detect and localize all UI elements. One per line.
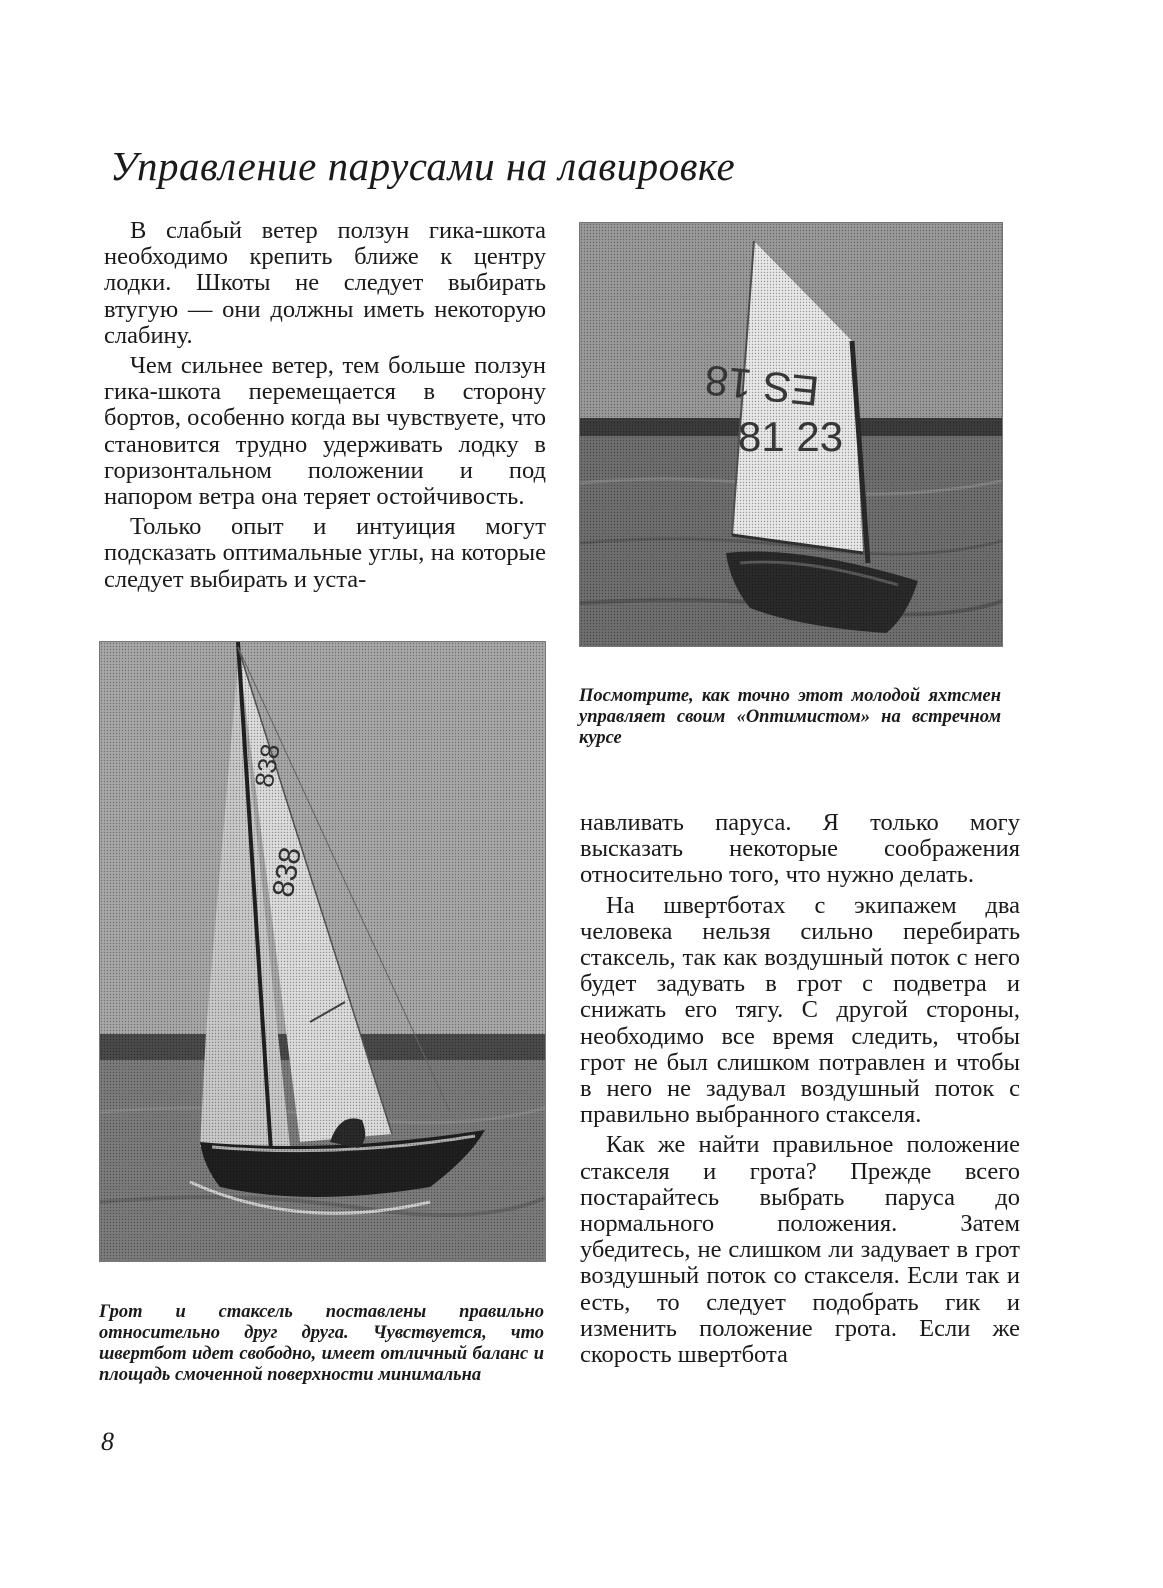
page-title: Управление парусами на лавировке	[110, 143, 736, 189]
paragraph: навливать паруса. Я только могу высказать некоторые соображения относительно того, что нужно делать.	[580, 809, 1020, 889]
page-number: 8	[101, 1427, 114, 1456]
right-text-column	[580, 810, 1020, 1368]
paragraph: На швертботах с экипажем два человека нельзя сильно перебирать стаксель, так как воздушный поток с него будет задувать в грот с подветра и снижать его тягу. С другой стороны, необходимо все время следить, чтобы грот не был слишком потравлен и чтобы в него не задувал воздушный поток с правильно выбранного стакселя.	[580, 891, 1020, 1129]
paragraph: Только опыт и интуиция могут подсказать оптимальные углы, на которые следует выбирать и уста-	[104, 513, 546, 593]
photo-2-caption: Грот и стаксель поставлены правильно относительно друг друга. Чувствуется, что швертбот идет свободно, имеет отличный баланс и площадь смоченной поверхности минимальна	[99, 1302, 544, 1385]
left-text-column	[104, 218, 546, 593]
paragraph: Чем сильнее ветер, тем больше ползун гика-шкота перемещается в сторону бортов, особенно когда вы чувствуете, что становится трудно удерживать лодку в горизонтальном положении и под напором ветра она теряет остойчивость.	[104, 352, 546, 511]
optimist-dinghy-photo	[579, 222, 1003, 647]
photo-1-caption: Посмотрите, как точно этот молодой яхтсмен управляет своим «Оптимистом» на встречном курсе	[579, 686, 1001, 748]
paragraph: В слабый ветер ползун гика-шкота необходимо крепить ближе к центру лодки. Шкоты не следует выбирать втугую — они должны иметь некоторую слабину.	[104, 217, 546, 349]
sailing-dinghy-photo	[99, 641, 546, 1262]
paragraph: Как же найти правильное положение стакселя и грота? Прежде всего постарайтесь выбрать паруса до нормального положения. Затем убедитесь, не слишком ли задувает в грот воздушный поток со стакселя. Если так и есть, то следует подобрать гик и изменить положение грота. Если же скорость швертбота	[580, 1131, 1020, 1369]
